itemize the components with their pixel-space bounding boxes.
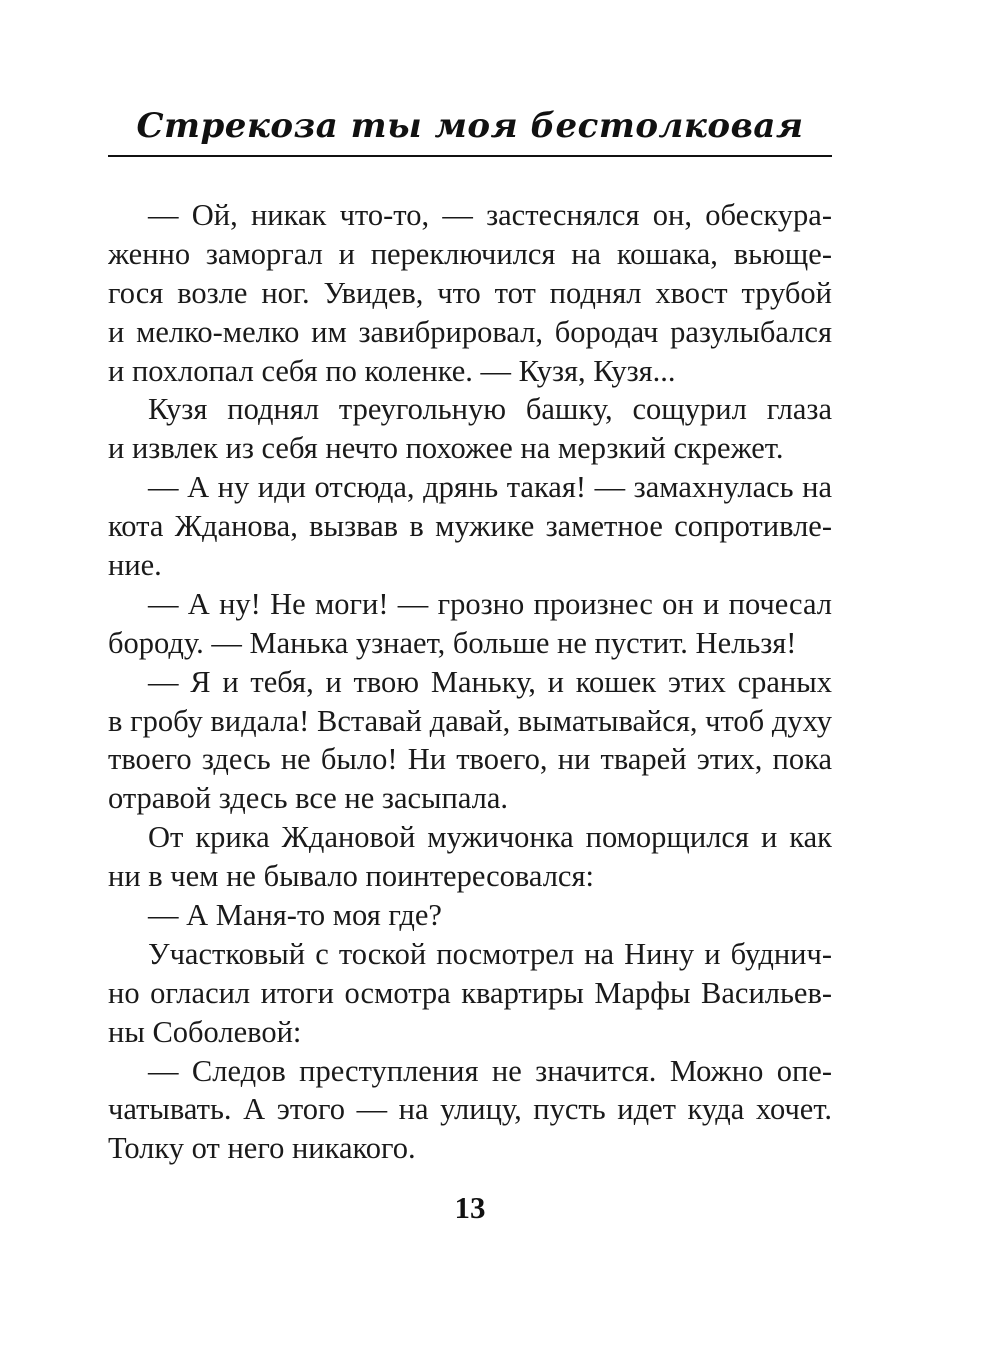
text-line: — А ну! Не моги! — грозно произнес он и почесал bbox=[148, 586, 832, 621]
text-line: — Следов преступления не значится. Можно опе- bbox=[148, 1053, 832, 1088]
text-line: кота Жданова, вызвав в мужике заметное сопротивле- bbox=[108, 509, 832, 544]
text-line: Кузя поднял треугольную башку, сощурил глаза bbox=[148, 392, 832, 427]
text-line: и извлек из себя нечто похожее на мерзкий скрежет. bbox=[108, 431, 784, 466]
text-line: но огласил итоги осмотра квартиры Марфы Васильев- bbox=[108, 975, 832, 1010]
text-line: Толку от него никакого. bbox=[108, 1131, 416, 1166]
text-line: бороду. — Манька узнает, больше не пустит. Нельзя! bbox=[108, 625, 797, 660]
text-line: женно заморгал и переключился на кошака, вьюще- bbox=[108, 236, 832, 271]
body-text bbox=[108, 196, 832, 1168]
text-line: и мелко-мелко им завибрировал, бородач разулыбался bbox=[108, 314, 832, 349]
header-rule bbox=[108, 155, 832, 157]
text-line: ние. bbox=[108, 548, 162, 583]
text-line: — Ой, никак что-то, — застеснялся он, обескура- bbox=[148, 198, 832, 232]
text-line: чатывать. А этого — на улицу, пусть идет куда хочет. bbox=[108, 1092, 832, 1127]
text-line: в гробу видала! Вставай давай, выматывайся, чтоб духу bbox=[108, 703, 832, 738]
running-head-title: Стрекоза ты моя бестолковая bbox=[136, 106, 804, 146]
text-line: ни в чем не бывало поинтересовался: bbox=[108, 859, 594, 894]
page-number: 13 bbox=[454, 1190, 486, 1225]
text-line: От крика Ждановой мужичонка поморщился и как bbox=[148, 820, 832, 855]
text-line: гося возле ног. Увидев, что тот поднял хвост трубой bbox=[108, 275, 832, 310]
text-line: твоего здесь не было! Ни твоего, ни тварей этих, пока bbox=[108, 742, 832, 777]
text-line: Участковый с тоской посмотрел на Нину и буднич- bbox=[148, 936, 832, 971]
text-line: ны Соболевой: bbox=[108, 1014, 302, 1049]
text-line: и похлопал себя по коленке. — Кузя, Кузя... bbox=[108, 353, 676, 388]
text-line: — Я и тебя, и твою Маньку, и кошек этих сраных bbox=[148, 664, 832, 699]
text-line: — А ну иди отсюда, дрянь такая! — замахнулась на bbox=[148, 470, 832, 505]
text-line: — А Маня-то моя где? bbox=[148, 898, 442, 933]
text-line: отравой здесь все не засыпала. bbox=[108, 781, 509, 816]
